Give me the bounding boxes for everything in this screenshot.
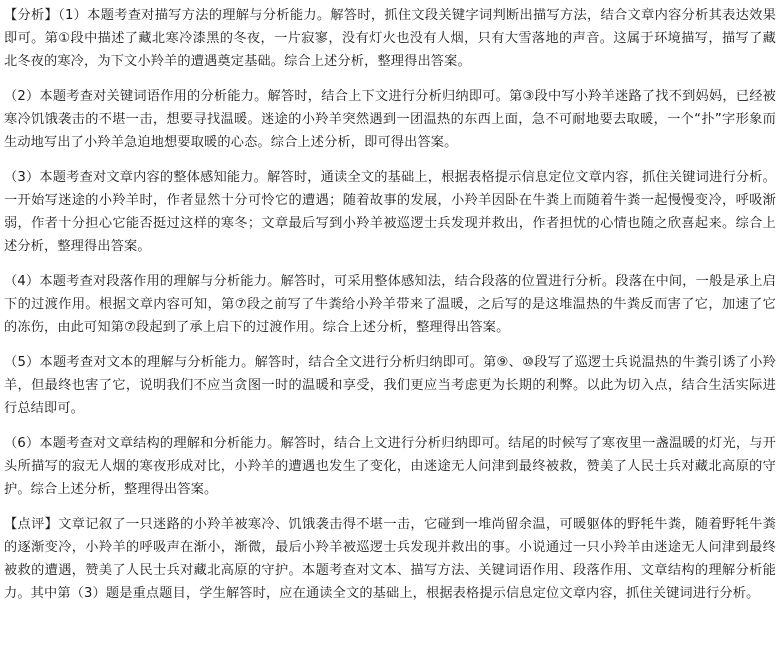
analysis-paragraph-3	[4, 166, 776, 258]
analysis-paragraph-6	[4, 432, 776, 501]
analysis-paragraph-3-text: （3）本题考查对文章内容的整体感知能力。解答时，通读全文的基础上，根据表格提示信息定位文章内容，抓住关键词进行分析。一开始写迷途的小羚羊时，作者显然十分可怜它的遭遇；随着故事的发展，小羚羊因卧在牛粪上而随着牛粪一起慢慢变冷，呼吸渐弱，作者十分担心它能否挺过这样的寒冬；文章最后写到小羚羊被巡逻士兵发现并救出，作者担忧的心情也随之欣喜起来。综合上述分析，整理得出答案。	[4, 170, 776, 254]
analysis-paragraph-2	[4, 85, 776, 154]
analysis-paragraph-4	[4, 270, 776, 339]
analysis-tag: 【分析】	[4, 8, 59, 23]
comment-tag: 【点评】	[4, 517, 59, 532]
analysis-paragraph-5	[4, 351, 776, 420]
comment-paragraph	[4, 513, 776, 605]
analysis-paragraph-5-text: （5）本题考查对文本的理解与分析能力。解答时，结合全文进行分析归纳即可。第⑨、⑩段写了巡逻士兵说温热的牛粪引诱了小羚羊，但最终也害了它，说明我们不应当贪图一时的温暖和享受，我们更应当考虑更为长期的利弊。以此为切入点，结合生活实际进行总结即可。	[4, 355, 776, 416]
analysis-paragraph-1	[4, 4, 776, 73]
analysis-paragraph-4-text: （4）本题考查对段落作用的理解与分析能力。解答时，可采用整体感知法，结合段落的位置进行分析。段落在中间，一般是承上启下的过渡作用。根据文章内容可知，第⑦段之前写了牛粪给小羚羊带来了温暖，之后写的是这堆温热的牛粪反而害了它，加速了它的冻伤，由此可知第⑦段起到了承上启下的过渡作用。综合上述分析，整理得出答案。	[4, 274, 776, 335]
analysis-paragraph-1-text: （1）本题考查对描写方法的理解与分析能力。解答时，抓住文段关键字词判断出描写方法，结合文章内容分析其表达效果即可。第①段中描述了藏北寒冷漆黑的冬夜，一片寂寥，没有灯火也没有人烟，只有大雪落地的声音。这属于环境描写，描写了藏北冬夜的寒冷，为下文小羚羊的遭遇奠定基础。综合上述分析，整理得出答案。	[4, 8, 776, 69]
comment-paragraph-text: 文章记叙了一只迷路的小羚羊被寒冷、饥饿袭击得不堪一击，它碰到一堆尚留余温，可暖躯体的野牦牛粪，随着野牦牛粪的逐渐变冷，小羚羊的呼吸声在渐小，渐微，最后小羚羊被巡逻士兵发现并救出的事。小说通过一只小羚羊由迷途无人问津到最终被救的遭遇，赞美了人民士兵对藏北高原的守护。本题考查对文本、描写方法、关键词语作用、段落作用、文章结构的理解分析能力。其中第（3）题是重点题目，学生解答时，应在通读全文的基础上，根据表格提示信息定位文章内容，抓住关键词进行分析。	[4, 517, 776, 601]
analysis-paragraph-6-text: （6）本题考查对文章结构的理解和分析能力。解答时，结合上文进行分析归纳即可。结尾的时候写了寒夜里一盏温暖的灯光，与开头所描写的寂无人烟的寒夜形成对比，小羚羊的遭遇也发生了变化，由迷途无人问津到最终被救，赞美了人民士兵对藏北高原的守护。综合上述分析，整理得出答案。	[4, 436, 776, 497]
analysis-paragraph-2-text: （2）本题考查对关键词语作用的分析能力。解答时，结合上下文进行分析归纳即可。第③段中写小羚羊迷路了找不到妈妈，已经被寒冷饥饿袭击的不堪一击，想要寻找温暖。迷途的小羚羊突然遇到一团温热的东西上面，急不可耐地要去取暖，一个“扑”字形象而生动地写出了小羚羊急迫地想要取暖的心态。综合上述分析，即可得出答案。	[4, 89, 776, 150]
